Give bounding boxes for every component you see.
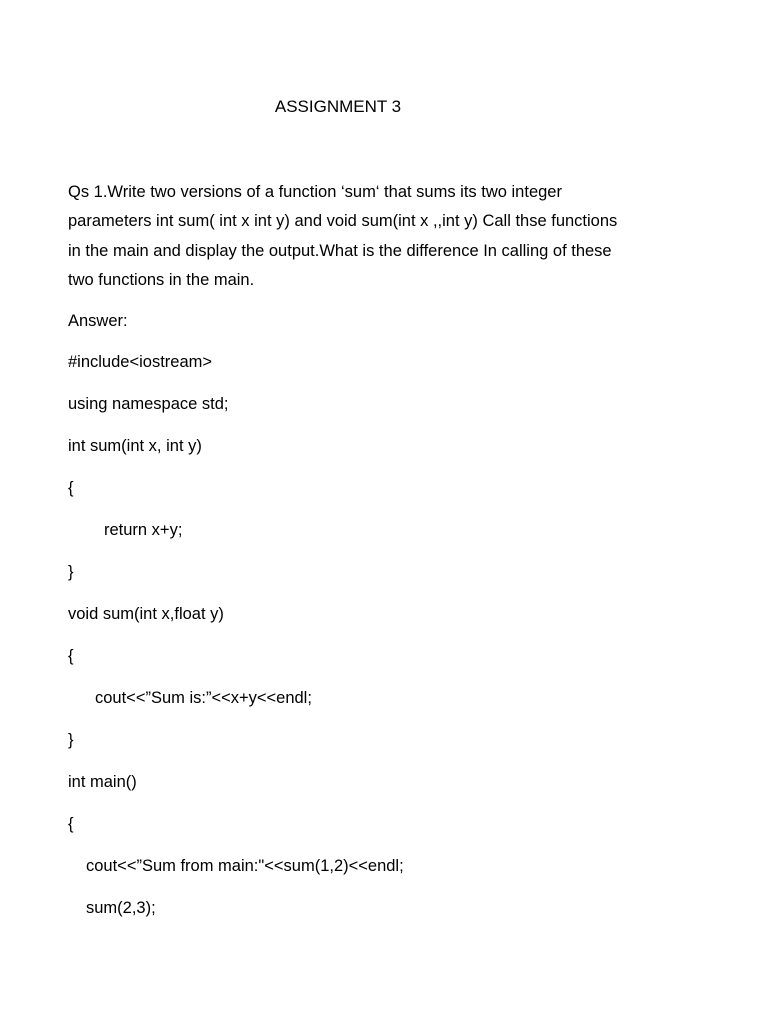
code-line: #include<iostream> [68,353,213,371]
answer-label: Answer: [68,312,128,330]
code-line: int sum(int x, int y) [68,437,202,455]
code-line: void sum(int x,float y) [68,605,224,623]
code-line: } [68,563,74,581]
question-line: in the main and display the output.What is the difference In calling of these [68,241,612,260]
code-line: int main() [68,773,137,791]
code-line: { [68,815,74,833]
question-line: parameters int sum( int x int y) and void sum(int x ,,int y) Call thse functions [68,212,618,231]
code-line: } [68,731,74,749]
question-line: Qs 1.Write two versions of a function ‘sum‘ that sums its two integer [68,183,562,201]
code-line: cout<<”Sum is:”<<x+y<<endl; [95,689,312,707]
code-line: { [68,479,74,497]
document-title: ASSIGNMENT 3 [274,97,402,116]
code-line: using namespace std; [68,395,229,413]
question-paragraph [68,178,708,295]
code-line: { [68,647,74,665]
code-line: return x+y; [104,521,183,539]
question-line: two functions in the main. [68,270,255,289]
code-line: sum(2,3); [86,899,156,917]
code-line: cout<<”Sum from main:"<<sum(1,2)<<endl; [86,857,404,875]
